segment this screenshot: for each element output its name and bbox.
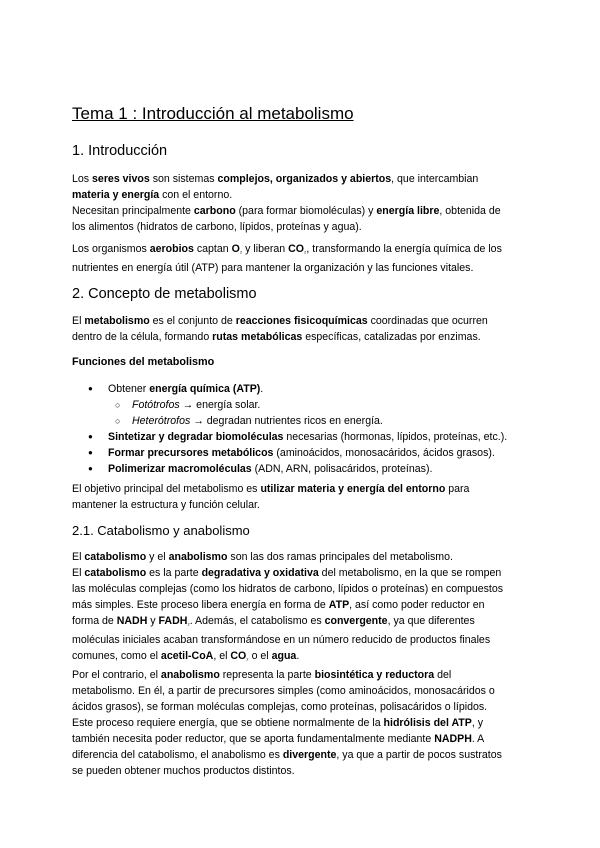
- text-run-bold: hidrólisis del ATP: [383, 717, 472, 729]
- text-run: más simples. Este proceso libera energía en forma de: [72, 599, 329, 611]
- list-item: [72, 461, 532, 477]
- text-run-bold: CO: [230, 650, 247, 662]
- text-run-bold: seres vivos: [92, 173, 150, 185]
- list-item: [72, 429, 532, 445]
- text-run-bold: Sintetizar y degradar biomoléculas: [108, 431, 284, 443]
- text-run: El objetivo principal del metabolismo es: [72, 483, 261, 495]
- bullet-icon: ●: [88, 384, 93, 393]
- text-run: Este proceso requiere energía, que se obtiene normalmente de la: [72, 717, 384, 729]
- section-2-1-heading: 2.1. Catabolismo y anabolismo: [72, 523, 250, 538]
- text-run: y el: [146, 551, 169, 563]
- text-run: El: [72, 551, 85, 563]
- hollow-bullet-icon: ○: [115, 416, 121, 426]
- text-run: son sistemas: [149, 173, 218, 185]
- text-run: forma de: [72, 615, 117, 627]
- section-2-heading: 2. Concepto de metabolismo: [72, 286, 257, 302]
- text-run: Necesitan principalmente: [72, 205, 194, 217]
- bullet-icon: ●: [88, 432, 93, 441]
- text-run-bold: materia y energía: [72, 189, 160, 201]
- text-run-bold: NADPH: [434, 733, 472, 745]
- text-line: nutrientes en energía útil (ATP) para mantener la organización y las funciones vitales.: [72, 262, 474, 274]
- text-run: .: [260, 383, 264, 395]
- text-run: necesarias (hormonas, lípidos, proteínas, etc.).: [283, 431, 508, 443]
- bullet-icon: ●: [88, 464, 93, 473]
- text-line: moléculas iniciales acaban transformándose en un número reducido de productos finales: [72, 634, 491, 646]
- text-run: , así como poder reductor en: [349, 599, 485, 611]
- section-1-paragraph-2: [72, 241, 532, 276]
- text-run: , que intercambian: [391, 173, 479, 185]
- text-run: , y: [471, 717, 484, 729]
- text-run: del metabolismo, en la que se rompen: [318, 567, 502, 579]
- functions-heading: Funciones del metabolismo: [72, 356, 215, 368]
- text-run: también necesita poder reductor, que se aporta fundamentalmente mediante: [72, 733, 435, 745]
- text-run: para: [445, 483, 470, 495]
- text-run: Obtener: [108, 383, 150, 395]
- text-run-bold: energía química (ATP): [149, 383, 261, 395]
- text-run: diferencia del catabolismo, el anabolismo es: [72, 749, 283, 761]
- text-run-italic: Fotótrofos: [132, 399, 180, 411]
- text-run: . Además, el catabolismo es: [189, 615, 325, 627]
- text-line: se pueden obtener muchos productos distintos.: [72, 765, 295, 777]
- list-item: [72, 381, 532, 397]
- text-run: es el conjunto de: [149, 315, 236, 327]
- text-run: dentro de la célula, formando: [72, 331, 213, 343]
- text-run: . A: [471, 733, 485, 745]
- text-line: mantener la estructura y función celular.: [72, 499, 260, 511]
- text-run: o el: [248, 650, 272, 662]
- text-run: → degradan nutrientes ricos en energía.: [190, 415, 383, 427]
- text-run: El: [72, 315, 85, 327]
- subscript: ₂: [246, 656, 249, 662]
- text-run-bold: convergente: [324, 615, 388, 627]
- hollow-bullet-icon: ○: [115, 400, 121, 410]
- subscript: ₂: [304, 249, 307, 255]
- text-run-bold: ATP: [328, 599, 350, 611]
- text-run-bold: energía libre: [376, 205, 440, 217]
- text-line: metabolismo. En él, a partir de precursores simples (como aminoácidos, monosacáridos o: [72, 685, 495, 697]
- text-run-bold: aerobios: [149, 243, 194, 255]
- text-run: son las dos ramas principales del metabolismo.: [227, 551, 453, 563]
- text-line: las moléculas complejas (como los hidratos de carbono, lípidos o proteínas) en compuestos: [72, 583, 504, 595]
- text-run-bold: utilizar materia y energía del entorno: [260, 483, 446, 495]
- text-run: comunes, como el: [72, 650, 161, 662]
- text-run: es la parte: [146, 567, 202, 579]
- sub-list-item: [72, 397, 532, 413]
- text-run: .: [296, 650, 300, 662]
- text-run: , ya que diferentes: [387, 615, 475, 627]
- text-run: , obtenida de: [439, 205, 501, 217]
- text-run-bold: CO: [288, 243, 305, 255]
- subscript: ₂: [187, 621, 190, 627]
- text-run-bold: NADH: [116, 615, 148, 627]
- text-run: captan: [193, 243, 232, 255]
- section-2-1-paragraph-1: [72, 549, 532, 667]
- text-line: los alimentos (hidratos de carbono, lípidos, proteínas y agua).: [72, 221, 362, 233]
- text-run: y liberan: [242, 243, 289, 255]
- section-1-paragraph-1: [72, 171, 532, 235]
- section-2-paragraph-2: [72, 481, 532, 513]
- text-run-bold: degradativa y oxidativa: [201, 567, 319, 579]
- text-run-bold: acetil-CoA: [160, 650, 214, 662]
- text-run: representa la parte: [219, 669, 315, 681]
- text-run: (para formar biomoléculas) y: [235, 205, 377, 217]
- text-run-bold: anabolismo: [160, 669, 220, 681]
- text-run-bold: FADH: [158, 615, 188, 627]
- text-run: (ADN, ARN, polisacáridos, proteínas).: [251, 463, 433, 475]
- text-run: con el entorno.: [159, 189, 233, 201]
- subscript: ₂: [239, 249, 243, 255]
- section-2-1-paragraph-2: [72, 667, 532, 779]
- text-run-bold: O: [231, 243, 240, 255]
- text-run-bold: agua: [271, 650, 297, 662]
- text-run-bold: anabolismo: [168, 551, 228, 563]
- text-run-bold: rutas metabólicas: [212, 331, 303, 343]
- text-run: El: [72, 567, 85, 579]
- functions-list: [72, 381, 532, 477]
- bullet-icon: ●: [88, 448, 93, 457]
- section-1-heading: 1. Introducción: [72, 143, 168, 159]
- text-run-italic: Heterótrofos: [132, 415, 191, 427]
- text-run: y: [147, 615, 159, 627]
- text-run: Por el contrario, el: [72, 669, 161, 681]
- text-run: (aminoácidos, monosacáridos, ácidos grasos).: [273, 447, 495, 459]
- text-run: , transformando la energía química de los: [306, 243, 502, 255]
- document-title: Tema 1 : Introducción al metabolismo: [72, 104, 354, 123]
- text-run-bold: reacciones fisicoquímicas: [235, 315, 368, 327]
- text-run: del: [434, 669, 452, 681]
- text-run-bold: catabolismo: [84, 551, 147, 563]
- text-run: coordinadas que ocurren: [367, 315, 488, 327]
- text-line: ácidos grasos), se forman moléculas complejas, como proteínas, polisacáridos o lípidos.: [72, 701, 488, 713]
- section-2-paragraph-1: [72, 313, 532, 345]
- text-run: específicas, catalizadas por enzimas.: [302, 331, 481, 343]
- sub-list-item: [72, 413, 532, 429]
- text-run-bold: Polimerizar macromoléculas: [108, 463, 252, 475]
- text-run-bold: divergente: [282, 749, 337, 761]
- text-run-bold: metabolismo: [84, 315, 150, 327]
- text-run: , ya que a partir de pocos sustratos: [336, 749, 502, 761]
- list-item: [72, 445, 532, 461]
- text-run-bold: biosintética y reductora: [314, 669, 435, 681]
- text-run-bold: complejos, organizados y abiertos: [217, 173, 392, 185]
- text-run: , el: [213, 650, 231, 662]
- text-run: Los: [72, 173, 93, 185]
- text-run: → energía solar.: [179, 399, 261, 411]
- text-run-bold: catabolismo: [84, 567, 147, 579]
- text-run-bold: Formar precursores metabólicos: [108, 447, 274, 459]
- text-run: Los organismos: [72, 243, 150, 255]
- text-run-bold: carbono: [193, 205, 236, 217]
